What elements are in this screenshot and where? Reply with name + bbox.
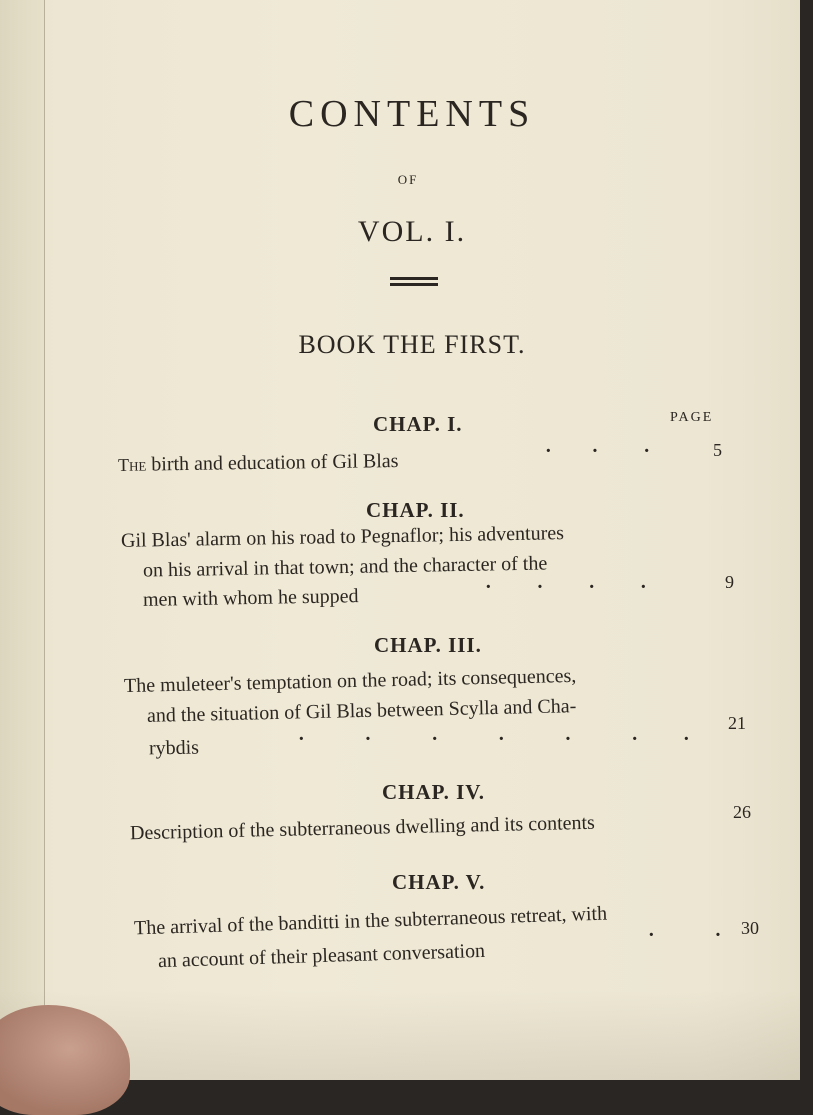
double-rule-divider xyxy=(390,277,438,286)
leader-dots: · · · · xyxy=(485,576,647,598)
chapter-1-page: 5 xyxy=(713,440,722,460)
chapter-2-page: 9 xyxy=(725,572,734,592)
volume-label: VOL. I. xyxy=(357,215,467,248)
book-heading: BOOK THE FIRST. xyxy=(298,330,526,359)
chapter-3-line-1: The muleteer's temptation on the road; its consequences, xyxy=(123,664,577,698)
page-column-label: PAGE xyxy=(670,410,714,425)
leader-dots: · · xyxy=(648,924,722,946)
leader-dots: · · · xyxy=(545,440,651,462)
chapter-3-line-2: and the situation of Gil Blas between Scylla and Cha- xyxy=(146,695,577,727)
chapter-1-title: CHAP. I. xyxy=(373,412,463,436)
chapter-2-line-3: men with whom he supped xyxy=(142,585,359,611)
chapter-3-title: CHAP. III. xyxy=(374,633,482,657)
chapter-5-page: 30 xyxy=(741,918,759,938)
chapter-4-line-1: Description of the subterraneous dwelling and its contents xyxy=(129,811,596,845)
chapter-5-title: CHAP. V. xyxy=(392,870,486,894)
previous-page-edge xyxy=(0,0,45,1080)
chapter-2-line-2: on his arrival in that town; and the character of the xyxy=(142,552,548,582)
chapter-1-line-1: The birth and education of Gil Blas xyxy=(117,450,399,476)
contents-title: CONTENTS xyxy=(288,93,536,135)
chapter-2-title: CHAP. II. xyxy=(366,498,465,522)
chapter-2-line-1: Gil Blas' alarm on his road to Pegnaflor; his adventures xyxy=(120,522,565,552)
chapter-4-title: CHAP. IV. xyxy=(382,780,485,804)
chapter-5-line-2: an account of their pleasant conversation xyxy=(157,939,486,973)
chapter-4-page: 26 xyxy=(733,802,751,822)
chapter-3-line-3: rybdis xyxy=(148,736,200,760)
chapter-3-page: 21 xyxy=(728,713,746,733)
chapter-5-line-1: The arrival of the banditti in the subterraneous retreat, with xyxy=(133,902,608,940)
leader-dots: · · · · · · · xyxy=(298,728,690,750)
of-label: OF xyxy=(397,172,419,187)
